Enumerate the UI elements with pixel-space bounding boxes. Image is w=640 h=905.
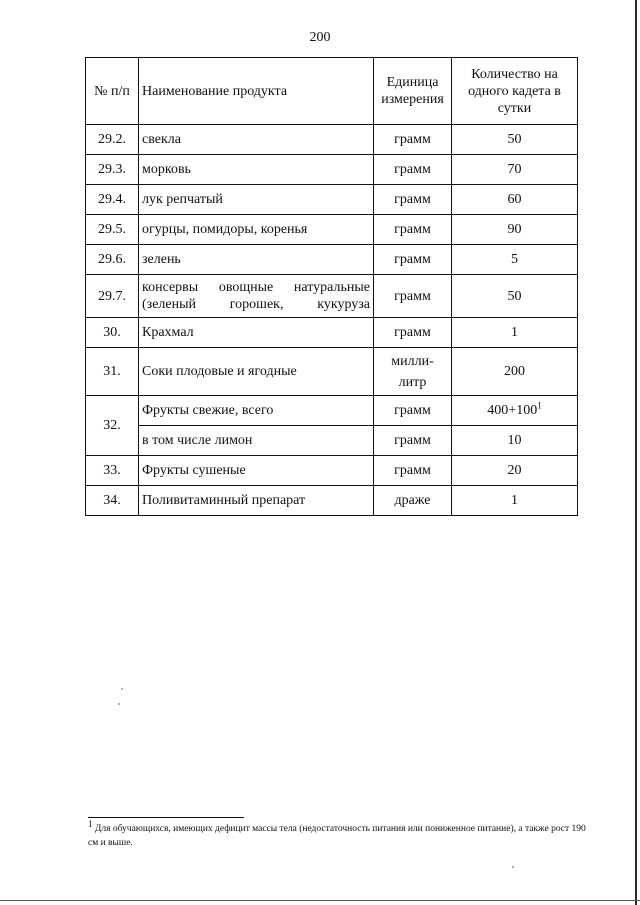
table-row [86, 396, 578, 426]
table-row [86, 348, 578, 396]
row-name: Поливитаминный препарат [139, 486, 374, 516]
table-row [86, 318, 578, 348]
food-ration-table [85, 57, 578, 516]
scan-speck [512, 866, 514, 868]
row-num: 33. [86, 456, 139, 486]
row-unit: грамм [374, 456, 452, 486]
row-name: Соки плодовые и ягодные [139, 348, 374, 396]
row-qty: 20 [452, 456, 578, 486]
footnote-marker: 1 [537, 400, 542, 411]
row-unit: драже [374, 486, 452, 516]
row-name-line: консервы овощные натуральные [142, 280, 370, 295]
row-unit-multiline [374, 348, 452, 396]
row-num: 29.5. [86, 215, 139, 245]
row-name: Фрукты свежие, всего [139, 396, 374, 426]
row-num: 32. [86, 396, 139, 456]
row-name: в том числе лимон [139, 426, 374, 456]
row-name: огурцы, помидоры, коренья [139, 215, 374, 245]
row-unit: грамм [374, 275, 452, 318]
row-qty: 1 [452, 486, 578, 516]
row-name: свекла [139, 125, 374, 155]
table-row [86, 215, 578, 245]
row-unit: грамм [374, 396, 452, 426]
row-unit: грамм [374, 215, 452, 245]
row-num: 31. [86, 348, 139, 396]
row-qty: 10 [452, 426, 578, 456]
row-qty: 5 [452, 245, 578, 275]
row-num: 29.7. [86, 275, 139, 318]
table-row [86, 456, 578, 486]
row-unit: грамм [374, 155, 452, 185]
row-name: зелень [139, 245, 374, 275]
table-row [86, 426, 578, 456]
table-row [86, 486, 578, 516]
row-qty: 90 [452, 215, 578, 245]
row-name: лук репчатый [139, 185, 374, 215]
page-number: 200 [309, 30, 331, 45]
row-num: 29.6. [86, 245, 139, 275]
footnote-separator [88, 817, 244, 818]
row-unit-line: литр [398, 374, 427, 390]
row-name: Фрукты сушеные [139, 456, 374, 486]
row-qty: 1 [452, 318, 578, 348]
footnote [88, 818, 588, 850]
row-name: морковь [139, 155, 374, 185]
row-name-multiline [139, 275, 374, 318]
row-name-line: (зеленый горошек, кукуруза [142, 297, 370, 312]
header-unit: Единица измерения [374, 58, 452, 125]
table-row [86, 275, 578, 318]
scan-speck [121, 688, 123, 690]
row-num: 30. [86, 318, 139, 348]
row-name: Крахмал [139, 318, 374, 348]
table-row [86, 185, 578, 215]
row-unit: грамм [374, 426, 452, 456]
row-unit-line: милли- [391, 353, 434, 369]
row-num: 34. [86, 486, 139, 516]
table-header-row [86, 58, 578, 125]
table-row [86, 125, 578, 155]
row-qty: 70 [452, 155, 578, 185]
row-unit: грамм [374, 318, 452, 348]
row-qty: 50 [452, 125, 578, 155]
row-num: 29.2. [86, 125, 139, 155]
table-row [86, 155, 578, 185]
row-qty: 60 [452, 185, 578, 215]
row-qty: 200 [452, 348, 578, 396]
row-num: 29.4. [86, 185, 139, 215]
table-row [86, 245, 578, 275]
row-unit: грамм [374, 185, 452, 215]
page-edge-bottom [0, 900, 640, 901]
footnote-marker: 1 [88, 818, 93, 829]
header-qty: Количество на одного кадета в сутки [452, 58, 578, 125]
row-qty: 50 [452, 275, 578, 318]
row-qty: 400+100 [487, 403, 538, 418]
row-unit: грамм [374, 125, 452, 155]
footnote-text: Для обучающихся, имеющих дефицит массы тела (недостаточность питания или пониженное питание), а также рост 190 см и выше. [88, 824, 586, 848]
row-num: 29.3. [86, 155, 139, 185]
scan-speck [118, 703, 120, 705]
header-name: Наименование продукта [139, 58, 374, 125]
row-unit: грамм [374, 245, 452, 275]
header-num: № п/п [86, 58, 139, 125]
row-qty-with-footnote [452, 396, 578, 426]
page-edge-right [635, 0, 637, 905]
